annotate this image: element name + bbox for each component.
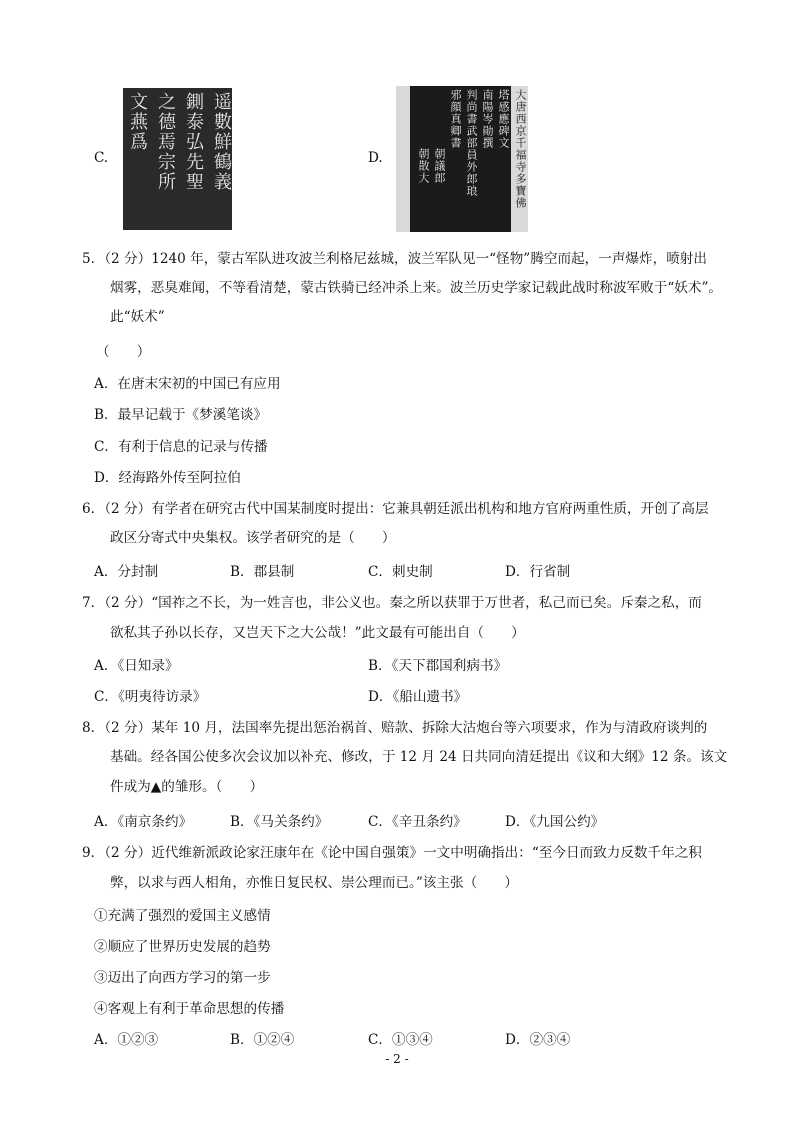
q7-option-a[interactable]: A．《日知录》 — [94, 658, 179, 674]
q5-answer-blank: （ ） — [96, 344, 151, 360]
q5-line-1: 5．（2 分）1240 年，蒙古军队进攻波兰利格尼兹城，波兰军队见一“怪物”腾空而起，一声爆炸，喷射出 — [82, 251, 707, 267]
q5-line-2: 烟雾，恶臭难闻，不等看清楚，蒙古铁骑已经冲杀上来。波兰历史学家记载此战时称波军败于“妖术”。 — [110, 280, 723, 296]
q6-option-d[interactable]: D．行省制 — [505, 564, 571, 580]
q9-option-a[interactable]: A．①②③ — [94, 1032, 159, 1048]
q5-option-b[interactable]: B．最早记载于《梦溪笔谈》 — [94, 407, 268, 423]
q7-line-2: 欲私其子孙以长存，又岂天下之大公哉！”此文最有可能出自（ ） — [110, 625, 525, 641]
rubbing-d-col-3: 南陽岑勛撰 — [481, 89, 494, 149]
rubbing-d-col-2: 塔感應碑文 — [497, 89, 510, 149]
q8-option-c[interactable]: C．《辛丑条约》 — [368, 814, 467, 830]
q4-option-d-label: D. — [368, 150, 383, 166]
q6-option-a[interactable]: A．分封制 — [94, 564, 159, 580]
calligraphy-rubbing-d-image — [396, 86, 528, 232]
q6-option-c[interactable]: C．刺史制 — [368, 564, 433, 580]
q8-option-b[interactable]: B．《马关条约》 — [230, 814, 329, 830]
q6-line-2: 政区分寄式中央集权。该学者研究的是（ ） — [110, 530, 396, 546]
q6-line-1: 6．（2 分）有学者在研究古代中国某制度时提出：它兼具朝廷派出机构和地方官府两重性质，开创了高层 — [82, 501, 709, 517]
rubbing-c-col-4: 文燕爲 — [127, 92, 148, 152]
page-number: - 2 - — [385, 1052, 409, 1066]
q7-option-d[interactable]: D．《船山遗书》 — [368, 689, 468, 705]
q9-line-1: 9．（2 分）近代维新派政论家汪康年在《论中国自强策》一文中明确指出：“至今日而致力反数千年之积 — [82, 845, 702, 861]
q8-line-2: 基础。经各国公使多次会议加以补充、修改，于 12 月 24 日共同向清廷提出《议和大纲》12 条。该文 — [110, 749, 728, 765]
rubbing-d-col-4: 判尚書武部員外郎琅 — [465, 89, 478, 197]
q8-line-3: 件成为▲的雏形。（ ） — [110, 779, 264, 795]
rubbing-d-col-6: 朝議郎 — [433, 148, 446, 184]
q7-option-c[interactable]: C．《明夷待访录》 — [94, 689, 207, 705]
q9-statement-1: ①充满了强烈的爱国主义感情 — [94, 908, 271, 924]
q5-option-c[interactable]: C．有利于信息的记录与传播 — [94, 439, 268, 455]
q9-statement-2: ②顺应了世界历史发展的趋势 — [94, 939, 271, 955]
q9-statement-3: ③迈出了向西方学习的第一步 — [94, 970, 271, 986]
q8-option-a[interactable]: A．《南京条约》 — [94, 814, 193, 830]
q9-option-c[interactable]: C．①③④ — [368, 1032, 433, 1048]
rubbing-d-col-7: 朝散大 — [417, 148, 430, 184]
rubbing-c-col-1: 遥數鮮鶴義 — [211, 92, 232, 192]
q6-option-b[interactable]: B．郡县制 — [230, 564, 295, 580]
q4-option-c-label: C. — [94, 150, 109, 166]
q5-line-3: 此“妖术” — [110, 309, 165, 325]
rubbing-c-col-2: 鍘泰弘先聖 — [183, 92, 204, 192]
rubbing-c-col-3: 之德焉宗所 — [155, 92, 176, 192]
calligraphy-rubbing-c-image — [123, 88, 232, 230]
q9-statement-4: ④客观上有利于革命思想的传播 — [94, 1001, 285, 1017]
q9-option-d[interactable]: D．②③④ — [505, 1032, 571, 1048]
q8-line-1: 8．（2 分）某年 10 月，法国率先提出惩治祸首、赔款、拆除大沽炮台等六项要求，作为与清政府谈判的 — [82, 720, 708, 736]
rubbing-d-col-5: 邪顔真卿書 — [449, 89, 462, 149]
q9-option-b[interactable]: B．①②④ — [230, 1032, 295, 1048]
q5-option-a[interactable]: A．在唐末宋初的中国已有应用 — [94, 376, 281, 392]
q5-option-d[interactable]: D．经海路外传至阿拉伯 — [94, 470, 241, 486]
q9-line-2: 弊，以求与西人相角，亦惟日复民权、崇公理而已。”该主张（ ） — [110, 875, 518, 891]
q7-line-1: 7．（2 分）“国祚之不长，为一姓言也，非公义也。秦之所以获罪于万世者，私己而已矣。斥秦之私，而 — [82, 595, 702, 611]
rubbing-d-col-1: 大唐西京千福寺多寶佛 — [514, 89, 527, 209]
q8-option-d[interactable]: D．《九国公约》 — [505, 814, 605, 830]
q7-option-b[interactable]: B．《天下郡国利病书》 — [368, 658, 508, 674]
